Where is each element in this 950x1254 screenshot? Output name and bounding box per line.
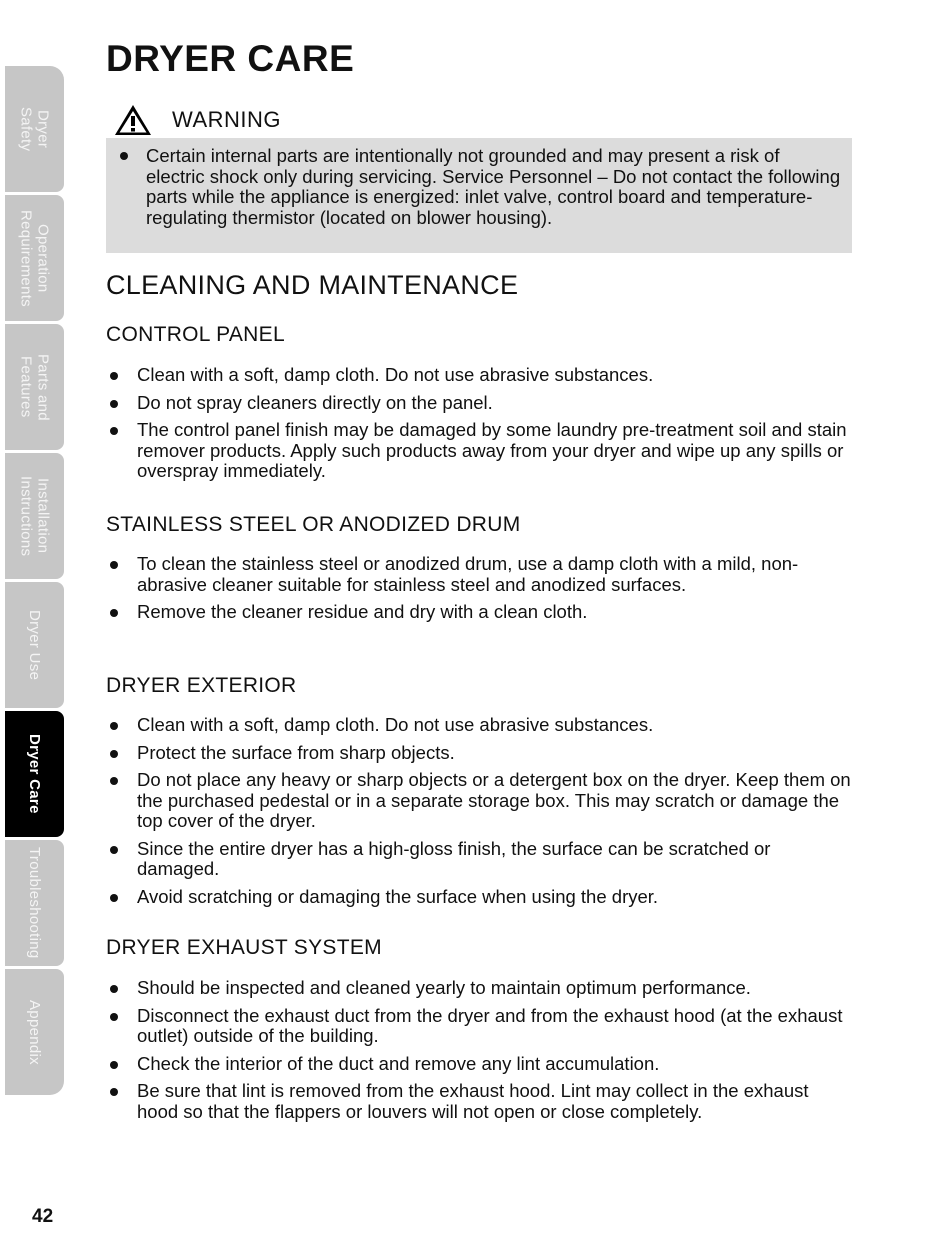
bullet-icon <box>110 609 118 617</box>
bullet-icon <box>110 1013 118 1021</box>
page-title: DRYER CARE <box>106 38 355 79</box>
bullet-icon <box>120 152 128 160</box>
list-item <box>106 715 852 736</box>
tab-dryer-use[interactable] <box>5 582 64 708</box>
list-item-text: Be sure that lint is removed from the exhaust hood. Lint may collect in the exhaust hood so that the flappers or louvers will not open or close completely. <box>137 1080 809 1122</box>
list-item <box>106 365 852 386</box>
tab-operation-requirements[interactable] <box>5 195 64 321</box>
subsection-title-drum: STAINLESS STEEL OR ANODIZED DRUM <box>106 513 521 536</box>
tab-label: Parts and Features <box>17 353 52 421</box>
tab-installation-instructions[interactable] <box>5 453 64 579</box>
bullet-icon <box>110 372 118 380</box>
list-item <box>106 554 852 595</box>
page-number: 42 <box>32 1206 54 1227</box>
list-item <box>106 1054 852 1075</box>
subsection-title-exhaust: DRYER EXHAUST SYSTEM <box>106 936 382 959</box>
list-item-text: Remove the cleaner residue and dry with a clean cloth. <box>137 601 588 622</box>
bullet-icon <box>110 894 118 902</box>
tab-dryer-safety[interactable] <box>5 66 64 192</box>
exterior-list <box>106 715 852 914</box>
tab-label: Troubleshooting <box>26 847 43 959</box>
tab-label: Operation Requirements <box>17 209 52 307</box>
bullet-icon <box>110 1061 118 1069</box>
subsection-title-exterior: DRYER EXTERIOR <box>106 674 297 697</box>
list-item-text: Disconnect the exhaust duct from the dryer and from the exhaust hood (at the exhaust outlet) outside of the building. <box>137 1004 843 1046</box>
tab-parts-and-features[interactable] <box>5 324 64 450</box>
list-item-text: Clean with a soft, damp cloth. Do not use abrasive substances. <box>137 714 654 735</box>
bullet-icon <box>110 1088 118 1096</box>
list-item-text: Avoid scratching or damaging the surface when using the dryer. <box>137 885 659 907</box>
tab-label: Dryer Care <box>26 734 43 814</box>
tab-troubleshooting[interactable] <box>5 840 64 966</box>
bullet-icon <box>110 750 118 758</box>
list-item <box>106 420 852 482</box>
tab-appendix[interactable] <box>5 969 64 1095</box>
warning-box <box>106 138 852 253</box>
warning-label: WARNING <box>172 107 282 132</box>
list-item-text: Since the entire dryer has a high-gloss finish, the surface can be scratched or damaged. <box>137 837 771 879</box>
exhaust-list <box>106 978 852 1129</box>
list-item-text: Should be inspected and cleaned yearly to maintain optimum performance. <box>137 977 751 998</box>
bullet-icon <box>110 722 118 730</box>
list-item-text: To clean the stainless steel or anodized drum, use a damp cloth with a mild, non-abrasive cleaner suitable for stainless steel and anodized surfaces. <box>137 553 799 595</box>
bullet-icon <box>110 561 118 569</box>
list-item-text: Check the interior of the duct and remove any lint accumulation. <box>137 1052 660 1074</box>
list-item <box>106 978 852 999</box>
bullet-icon <box>110 846 118 854</box>
list-item <box>106 1006 852 1047</box>
tab-label: Installation Instructions <box>17 475 52 557</box>
list-item <box>106 393 852 414</box>
warning-text: Certain internal parts are intentionally not grounded and may present a risk of electric shock only during servicing. Service Personnel – Do not contact the following parts while the appliance is energized: inlet valve, control board and temperature-regulating thermistor (located on blower housing). <box>146 145 841 228</box>
bullet-icon <box>110 400 118 408</box>
tab-label: Dryer Safety <box>17 106 52 152</box>
bullet-icon <box>110 777 118 785</box>
section-title: CLEANING AND MAINTENANCE <box>106 270 519 300</box>
list-item <box>106 839 852 880</box>
bullet-icon <box>110 427 118 435</box>
section-tabs <box>5 66 64 1098</box>
drum-list <box>106 554 852 630</box>
list-item-text: The control panel finish may be damaged by some laundry pre-treatment soil and stain remover products. Apply such products away from your dryer and wipe up any spills or overspray immediately. <box>137 419 847 481</box>
subsection-title-control-panel: CONTROL PANEL <box>106 323 285 346</box>
list-item-text: Protect the surface from sharp objects. <box>137 741 455 763</box>
bullet-icon <box>110 985 118 993</box>
tab-dryer-care[interactable] <box>5 711 64 837</box>
list-item <box>106 602 852 623</box>
list-item-text: Do not spray cleaners directly on the panel. <box>137 391 493 413</box>
list-item <box>106 770 852 832</box>
list-item <box>106 743 852 764</box>
list-item <box>106 1081 852 1122</box>
control-panel-list <box>106 365 852 489</box>
list-item-text: Clean with a soft, damp cloth. Do not use abrasive substances. <box>137 364 654 385</box>
tab-label: Dryer Use <box>26 609 43 681</box>
warning-header <box>114 104 281 136</box>
tab-label: Appendix <box>26 999 43 1065</box>
list-item <box>106 887 852 908</box>
list-item-text: Do not place any heavy or sharp objects or a detergent box on the dryer. Keep them on the purchased pedestal or in a separate storage box. This may scratch or damage the top cover of the dryer. <box>137 769 851 831</box>
warning-triangle-icon <box>114 104 152 136</box>
